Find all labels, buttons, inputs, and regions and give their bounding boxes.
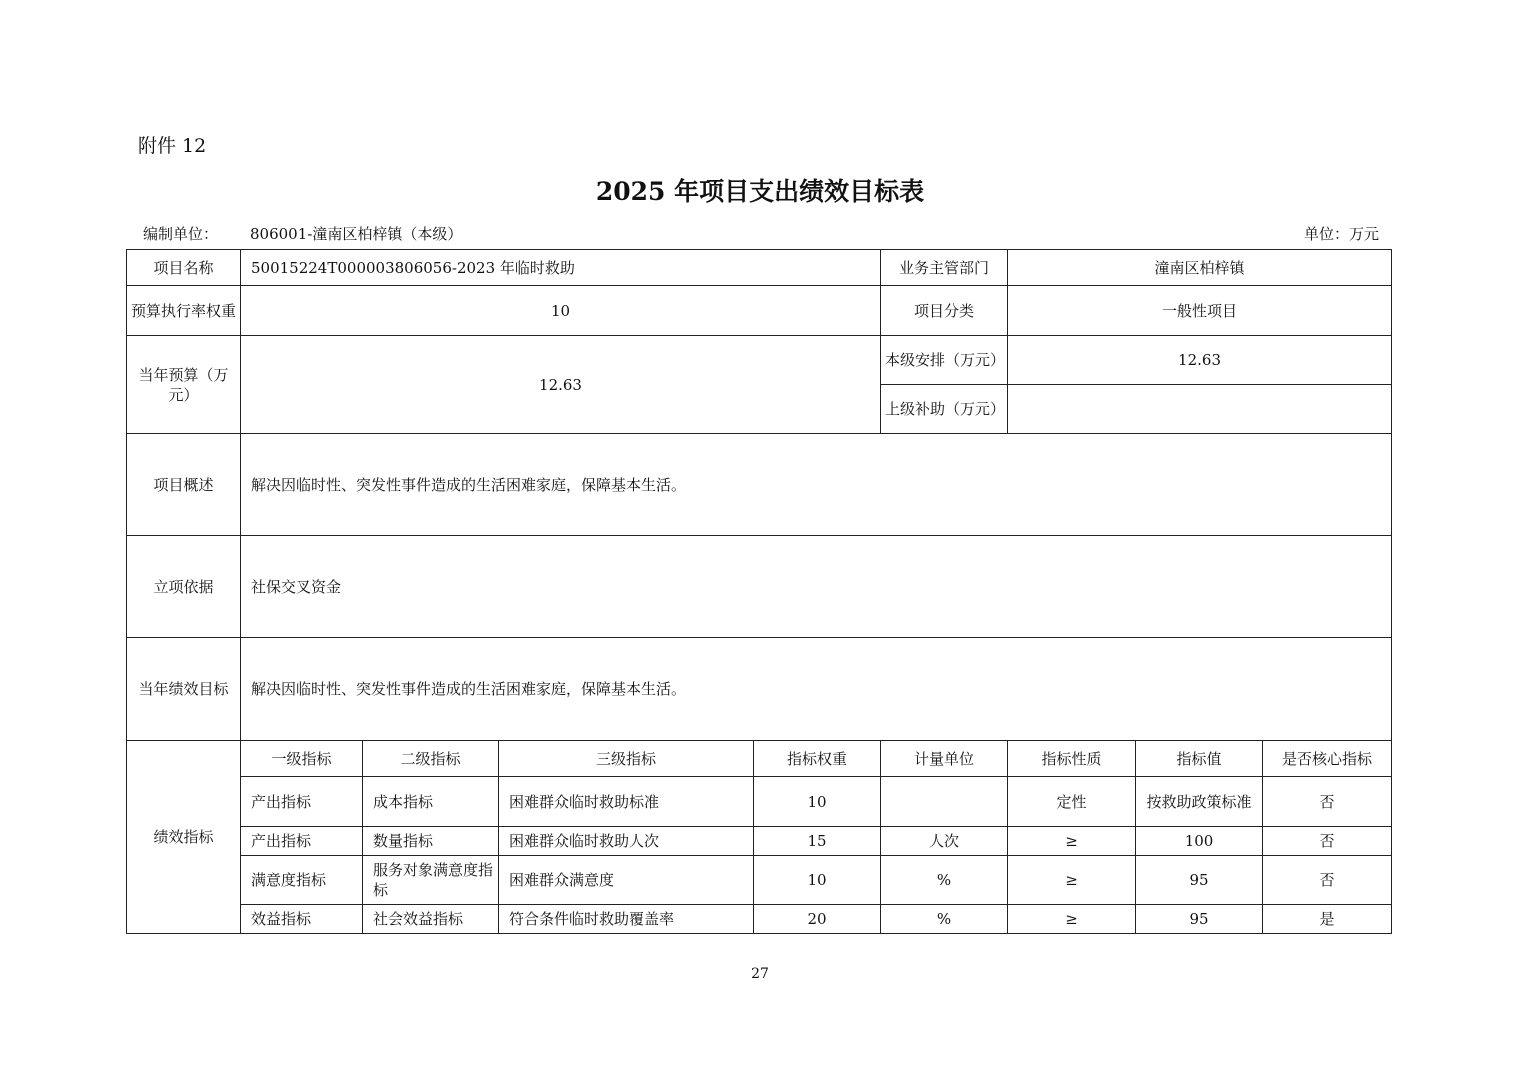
- budget-value: 12.63: [241, 336, 881, 434]
- indicator-core: 否: [1263, 856, 1392, 905]
- exec-rate-value: 10: [241, 286, 881, 336]
- indicator-nature: ≥: [1008, 856, 1136, 905]
- indicator-row: [127, 856, 1392, 905]
- indicator-value: 按救助政策标准: [1136, 777, 1263, 827]
- indicator-header: 是否核心指标: [1263, 741, 1392, 777]
- indicator-header: 指标性质: [1008, 741, 1136, 777]
- indicator-value: 95: [1136, 905, 1263, 934]
- indicator-weight: 15: [754, 827, 881, 856]
- level1-indicator: 产出指标: [241, 777, 363, 827]
- performance-goal-table: [126, 249, 1392, 934]
- indicator-core: 否: [1263, 777, 1392, 827]
- indicator-row: [127, 827, 1392, 856]
- budget-label: 当年预算（万元）: [127, 336, 241, 434]
- attachment-label: 附件 12: [138, 135, 207, 157]
- indicator-core: 是: [1263, 905, 1392, 934]
- indicator-header: 指标权重: [754, 741, 881, 777]
- category-value: 一般性项目: [1008, 286, 1392, 336]
- local-arrangement-label: 本级安排（万元）: [881, 336, 1008, 385]
- superior-subsidy-value: [1008, 385, 1392, 434]
- level2-indicator: 成本指标: [363, 777, 499, 827]
- indicator-nature: ≥: [1008, 827, 1136, 856]
- level2-indicator: 社会效益指标: [363, 905, 499, 934]
- indicator-weight: 10: [754, 777, 881, 827]
- project-name-value: 50015224T000003806056-2023 年临时救助: [241, 250, 881, 286]
- basis-value: 社保交叉资金: [241, 536, 1392, 638]
- indicator-unit: %: [881, 856, 1008, 905]
- level3-indicator: 困难群众满意度: [499, 856, 754, 905]
- annual-goal-value: 解决因临时性、突发性事件造成的生活困难家庭，保障基本生活。: [241, 638, 1392, 741]
- level1-indicator: 效益指标: [241, 905, 363, 934]
- compiling-unit-value: 806001-潼南区柏梓镇（本级）: [250, 225, 463, 243]
- indicator-value: 95: [1136, 856, 1263, 905]
- indicator-header: 指标值: [1136, 741, 1263, 777]
- annual-goal-label: 当年绩效目标: [127, 638, 241, 741]
- indicator-unit: [881, 777, 1008, 827]
- dept-label: 业务主管部门: [881, 250, 1008, 286]
- level1-indicator: 满意度指标: [241, 856, 363, 905]
- project-name-label: 项目名称: [127, 250, 241, 286]
- page-number: 27: [751, 966, 769, 982]
- indicator-header: 三级指标: [499, 741, 754, 777]
- category-label: 项目分类: [881, 286, 1008, 336]
- level2-indicator: 服务对象满意度指标: [363, 856, 499, 905]
- overview-label: 项目概述: [127, 434, 241, 536]
- level1-indicator: 产出指标: [241, 827, 363, 856]
- indicator-header: 一级指标: [241, 741, 363, 777]
- indicators-section-label: 绩效指标: [127, 741, 241, 934]
- superior-subsidy-label: 上级补助（万元）: [881, 385, 1008, 434]
- indicator-header: 二级指标: [363, 741, 499, 777]
- indicator-weight: 10: [754, 856, 881, 905]
- indicator-row: [127, 905, 1392, 934]
- indicator-nature: ≥: [1008, 905, 1136, 934]
- dept-value: 潼南区柏梓镇: [1008, 250, 1392, 286]
- level3-indicator: 困难群众临时救助人次: [499, 827, 754, 856]
- level3-indicator: 符合条件临时救助覆盖率: [499, 905, 754, 934]
- indicator-unit: 人次: [881, 827, 1008, 856]
- indicator-unit: %: [881, 905, 1008, 934]
- indicator-nature: 定性: [1008, 777, 1136, 827]
- currency-unit: 单位：万元: [1303, 225, 1379, 243]
- indicator-core: 否: [1263, 827, 1392, 856]
- level2-indicator: 数量指标: [363, 827, 499, 856]
- page-title: 2025 年项目支出绩效目标表: [595, 177, 925, 206]
- indicator-value: 100: [1136, 827, 1263, 856]
- overview-value: 解决因临时性、突发性事件造成的生活困难家庭，保障基本生活。: [241, 434, 1392, 536]
- indicator-header: 计量单位: [881, 741, 1008, 777]
- indicator-row: [127, 777, 1392, 827]
- local-arrangement-value: 12.63: [1008, 336, 1392, 385]
- level3-indicator: 困难群众临时救助标准: [499, 777, 754, 827]
- indicator-weight: 20: [754, 905, 881, 934]
- basis-label: 立项依据: [127, 536, 241, 638]
- compiling-unit-label: 编制单位：: [143, 225, 219, 243]
- exec-rate-label: 预算执行率权重: [127, 286, 241, 336]
